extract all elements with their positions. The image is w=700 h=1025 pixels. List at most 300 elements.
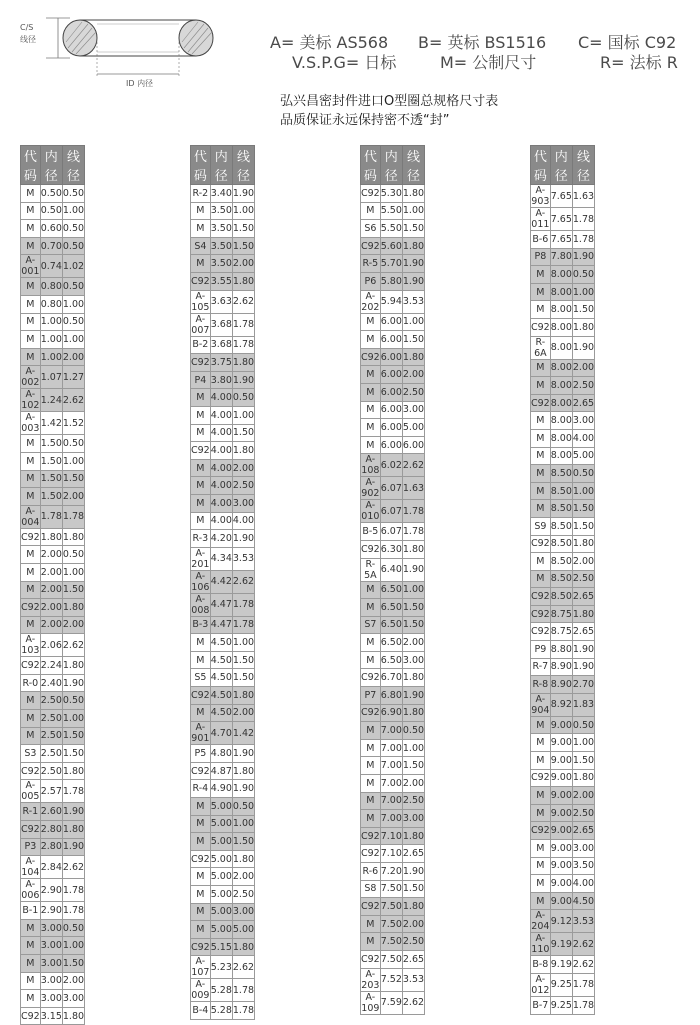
code-cell: M <box>361 599 381 617</box>
table-row <box>531 301 595 319</box>
code-cell: P9 <box>531 641 551 659</box>
code-cell: A-012 <box>531 973 550 996</box>
inner-diameter-cell: 3.55 <box>210 272 232 290</box>
cross-section-cell: 6.00 <box>402 436 424 454</box>
code-cell: R-2 <box>191 185 211 203</box>
id-label: ID 内径 <box>126 79 154 88</box>
cross-section-cell: 1.80 <box>62 821 84 839</box>
table-row <box>191 850 255 868</box>
table-row <box>191 185 255 203</box>
cross-section-cell: 1.80 <box>62 528 84 546</box>
code-cell: A-204 <box>531 910 550 933</box>
inner-diameter-cell: 3.00 <box>40 937 62 955</box>
table-row <box>361 616 425 634</box>
code-cell: M <box>21 202 41 220</box>
code-cell: C92 <box>531 318 551 336</box>
inner-diameter-cell: 5.60 <box>380 237 402 255</box>
table-row <box>191 593 255 616</box>
inner-diameter-cell: 3.40 <box>210 185 232 203</box>
table-row <box>21 838 85 856</box>
code-cell: C92 <box>361 950 381 968</box>
cross-section-cell: 1.50 <box>232 424 254 442</box>
code-cell: M <box>21 616 41 634</box>
inner-diameter-cell: 2.50 <box>40 710 62 728</box>
table-row <box>361 634 425 652</box>
code-cell: M <box>531 429 551 447</box>
code-cell: A-102 <box>21 389 40 412</box>
inner-diameter-cell: 8.00 <box>550 447 572 465</box>
code-cell: A-108 <box>361 454 380 477</box>
table-row <box>21 470 85 488</box>
cross-section-cell: 2.62 <box>62 856 84 879</box>
legend-japanese: V.S.P.G= 日标 <box>292 53 397 72</box>
code-cell: A-005 <box>21 780 40 803</box>
code-cell: P6 <box>361 272 381 290</box>
cross-section-cell: 4.50 <box>572 892 594 910</box>
cross-section-cell: 2.65 <box>572 623 594 641</box>
code-cell: B-2 <box>191 336 211 354</box>
table-row <box>361 331 425 349</box>
table-row <box>21 780 85 803</box>
inner-diameter-cell: 8.00 <box>550 283 572 301</box>
code-cell: M <box>531 447 551 465</box>
cross-section-cell: 1.80 <box>572 318 594 336</box>
cross-section-cell: 2.50 <box>232 477 254 495</box>
inner-diameter-cell: 6.00 <box>380 401 402 419</box>
table-row <box>21 237 85 255</box>
inner-diameter-cell: 8.00 <box>550 266 572 284</box>
inner-diameter-cell: 7.65 <box>550 185 572 208</box>
header-code: 代码 <box>531 146 551 185</box>
code-cell: M <box>531 412 551 430</box>
table-row <box>361 950 425 968</box>
cross-section-cell: 1.50 <box>402 331 424 349</box>
cross-section-cell: 1.50 <box>572 752 594 770</box>
table-row <box>21 185 85 203</box>
inner-diameter-cell: 1.24 <box>40 389 62 412</box>
table-row <box>361 687 425 705</box>
inner-diameter-cell: 6.50 <box>380 634 402 652</box>
code-cell: A-011 <box>531 208 550 230</box>
code-cell: C92 <box>361 669 381 687</box>
cross-section-cell: 3.00 <box>572 412 594 430</box>
code-cell: A-003 <box>21 412 40 435</box>
code-cell: C92 <box>21 599 41 617</box>
code-cell: C92 <box>361 348 381 366</box>
code-cell: A-105 <box>191 290 210 313</box>
cross-section-cell: 1.90 <box>402 558 424 581</box>
code-cell: M <box>361 651 381 669</box>
inner-diameter-cell: 3.68 <box>210 336 232 354</box>
code-cell: C92 <box>361 845 381 863</box>
inner-diameter-cell: 7.10 <box>380 845 402 863</box>
code-cell: A-007 <box>191 313 210 336</box>
code-cell: C92 <box>21 657 41 675</box>
cross-section-cell: 1.90 <box>62 803 84 821</box>
cross-section-cell: 1.00 <box>62 295 84 313</box>
inner-diameter-cell: 5.28 <box>210 1002 232 1020</box>
inner-diameter-cell: 4.90 <box>210 780 232 798</box>
inner-diameter-cell: 1.50 <box>40 435 62 453</box>
table-row <box>191 255 255 273</box>
code-cell: C92 <box>531 605 551 623</box>
inner-diameter-cell: 4.50 <box>210 669 232 687</box>
cross-section-cell: 3.00 <box>402 651 424 669</box>
cross-section-cell: 1.78 <box>62 505 84 528</box>
table-row <box>531 658 595 676</box>
inner-diameter-cell: 3.50 <box>210 202 232 220</box>
code-cell: M <box>531 716 551 734</box>
cross-section-cell: 0.50 <box>62 220 84 238</box>
table-row <box>191 762 255 780</box>
code-cell: P5 <box>191 745 211 763</box>
cross-section-cell: 0.50 <box>572 716 594 734</box>
table-row <box>361 558 425 581</box>
code-cell: B-6 <box>531 231 551 249</box>
inner-diameter-cell: 2.57 <box>40 780 62 803</box>
cross-section-cell: 1.78 <box>572 231 594 249</box>
cross-section-cell: 1.00 <box>572 734 594 752</box>
cross-section-cell: 2.50 <box>572 804 594 822</box>
code-cell: C92 <box>531 623 551 641</box>
code-cell: M <box>531 734 551 752</box>
cross-section-cell: 1.78 <box>62 902 84 920</box>
cross-section-cell: 0.50 <box>62 435 84 453</box>
inner-diameter-cell: 5.00 <box>210 868 232 886</box>
table-row <box>531 447 595 465</box>
cross-section-cell: 1.50 <box>402 616 424 634</box>
inner-diameter-cell: 8.50 <box>550 535 572 553</box>
code-cell: M <box>191 477 211 495</box>
cross-section-cell: 1.50 <box>572 500 594 518</box>
cross-section-cell: 1.00 <box>62 710 84 728</box>
inner-diameter-cell: 9.00 <box>550 857 572 875</box>
code-cell: M <box>191 886 211 904</box>
inner-diameter-cell: 8.50 <box>550 465 572 483</box>
header-cross-section: 线径 <box>62 146 84 185</box>
cross-section-cell: 0.50 <box>232 389 254 407</box>
header-code: 代码 <box>191 146 211 185</box>
inner-diameter-cell: 8.80 <box>550 641 572 659</box>
inner-diameter-cell: 9.12 <box>550 910 572 933</box>
table-row <box>531 248 595 266</box>
spec-table-4 <box>530 145 595 1015</box>
table-row <box>361 722 425 740</box>
code-cell: M <box>531 377 551 395</box>
inner-diameter-cell: 8.50 <box>550 553 572 571</box>
table-row <box>361 272 425 290</box>
inner-diameter-cell: 3.50 <box>210 255 232 273</box>
inner-diameter-cell: 3.00 <box>40 990 62 1008</box>
cross-section-cell: 1.80 <box>232 938 254 956</box>
code-cell: A-202 <box>361 290 380 313</box>
cross-section-cell: 3.00 <box>402 810 424 828</box>
header-code: 代码 <box>21 146 41 185</box>
cross-section-cell: 2.62 <box>572 933 594 956</box>
inner-diameter-cell: 2.60 <box>40 803 62 821</box>
table-row <box>21 546 85 564</box>
table-row <box>21 581 85 599</box>
cross-section-cell: 1.78 <box>572 973 594 996</box>
table-row <box>191 651 255 669</box>
inner-diameter-cell: 2.00 <box>40 546 62 564</box>
code-cell: C92 <box>21 762 41 780</box>
table-row <box>191 634 255 652</box>
cross-section-cell: 1.78 <box>232 1002 254 1020</box>
code-cell: C92 <box>191 850 211 868</box>
table-row <box>21 220 85 238</box>
cross-section-cell: 2.00 <box>232 255 254 273</box>
inner-diameter-cell: 6.00 <box>380 366 402 384</box>
table-row <box>531 465 595 483</box>
inner-diameter-cell: 5.00 <box>210 833 232 851</box>
legend-british: B= 英标 BS1516 <box>418 33 547 52</box>
inner-diameter-cell: 8.50 <box>550 500 572 518</box>
table-row <box>361 313 425 331</box>
code-cell: M <box>361 436 381 454</box>
code-cell: P7 <box>361 687 381 705</box>
inner-diameter-cell: 2.06 <box>40 634 62 657</box>
code-cell: A-903 <box>531 185 550 207</box>
inner-diameter-cell: 6.00 <box>380 383 402 401</box>
cross-section-cell: 1.78 <box>232 336 254 354</box>
table-row <box>21 902 85 920</box>
table-row <box>361 880 425 898</box>
table-row <box>21 674 85 692</box>
code-cell: A-902 <box>361 477 380 500</box>
table-row <box>21 972 85 990</box>
cross-section-cell: 2.00 <box>402 634 424 652</box>
table-row <box>191 798 255 816</box>
cross-section-cell: 3.00 <box>232 903 254 921</box>
table-row <box>361 523 425 541</box>
cross-section-cell: 1.90 <box>232 780 254 798</box>
code-cell: M <box>21 727 41 745</box>
table-row <box>361 220 425 238</box>
inner-diameter-cell: 4.00 <box>210 424 232 442</box>
cross-section-cell: 1.00 <box>232 202 254 220</box>
table-row <box>361 827 425 845</box>
table-row <box>21 762 85 780</box>
cross-section-cell: 1.00 <box>62 563 84 581</box>
code-cell: M <box>531 465 551 483</box>
cross-section-cell: 1.50 <box>62 470 84 488</box>
cross-section-cell: 1.00 <box>572 482 594 500</box>
code-cell: A-109 <box>361 991 380 1014</box>
cross-section-cell: 1.50 <box>402 757 424 775</box>
table-row <box>191 815 255 833</box>
table-row <box>531 535 595 553</box>
inner-diameter-cell: 5.30 <box>380 185 402 203</box>
cross-section-cell: 1.00 <box>232 815 254 833</box>
code-cell: M <box>531 500 551 518</box>
code-cell: M <box>361 933 381 951</box>
cross-section-cell: 3.53 <box>402 968 424 991</box>
code-cell: C92 <box>191 442 211 460</box>
inner-diameter-cell: 2.50 <box>40 692 62 710</box>
table-row <box>361 477 425 500</box>
code-cell: S3 <box>21 745 41 763</box>
table-row <box>21 657 85 675</box>
inner-diameter-cell: 4.70 <box>210 722 232 745</box>
inner-diameter-cell: 8.00 <box>550 394 572 412</box>
table-row <box>361 581 425 599</box>
cross-section-cell: 2.00 <box>402 775 424 793</box>
code-cell: A-107 <box>191 956 210 979</box>
cross-section-cell: 1.63 <box>572 185 594 208</box>
code-cell: C92 <box>361 898 381 916</box>
inner-diameter-cell: 6.07 <box>380 477 402 500</box>
code-cell: M <box>361 775 381 793</box>
header-inner-diameter: 内径 <box>40 146 62 185</box>
table-row <box>531 822 595 840</box>
inner-diameter-cell: 5.00 <box>210 886 232 904</box>
code-cell: C92 <box>21 1007 41 1025</box>
code-cell: M <box>191 406 211 424</box>
inner-diameter-cell: 5.50 <box>380 220 402 238</box>
table-row <box>191 354 255 372</box>
table-row <box>531 676 595 694</box>
table-row <box>191 313 255 336</box>
table-row <box>21 821 85 839</box>
inner-diameter-cell: 4.00 <box>210 389 232 407</box>
inner-diameter-cell: 6.02 <box>380 454 402 477</box>
inner-diameter-cell: 2.50 <box>40 745 62 763</box>
cross-section-cell: 2.62 <box>572 956 594 974</box>
table-row <box>361 599 425 617</box>
table-row <box>191 290 255 313</box>
code-cell: M <box>361 313 381 331</box>
header-cross-section: 线径 <box>232 146 254 185</box>
cross-section-cell: 1.90 <box>572 658 594 676</box>
code-cell: A-901 <box>191 722 210 745</box>
inner-diameter-cell: 0.60 <box>40 220 62 238</box>
table-row <box>361 863 425 881</box>
code-cell: M <box>191 868 211 886</box>
inner-diameter-cell: 0.50 <box>40 185 62 203</box>
cross-section-cell: 1.80 <box>402 540 424 558</box>
table-row <box>191 389 255 407</box>
inner-diameter-cell: 3.68 <box>210 313 232 336</box>
inner-diameter-cell: 6.50 <box>380 651 402 669</box>
cross-section-cell: 1.78 <box>232 979 254 1002</box>
cross-section-cell: 1.90 <box>572 248 594 266</box>
header-inner-diameter: 内径 <box>210 146 232 185</box>
cross-section-cell: 1.78 <box>402 500 424 523</box>
inner-diameter-cell: 4.50 <box>210 651 232 669</box>
table-row <box>21 528 85 546</box>
cross-section-cell: 1.80 <box>232 442 254 460</box>
table-row <box>361 915 425 933</box>
inner-diameter-cell: 5.00 <box>210 850 232 868</box>
code-cell: S5 <box>191 669 211 687</box>
table-row <box>191 272 255 290</box>
cross-section-cell: 0.50 <box>62 278 84 296</box>
inner-diameter-cell: 2.24 <box>40 657 62 675</box>
code-cell: R-6 <box>361 863 381 881</box>
inner-diameter-cell: 9.19 <box>550 956 572 974</box>
inner-diameter-cell: 6.30 <box>380 540 402 558</box>
code-cell: M <box>531 840 551 858</box>
code-cell: M <box>361 722 381 740</box>
code-cell: R-8 <box>531 676 551 694</box>
note-slogan: 品质保证永远保持密不透“封” <box>280 113 450 128</box>
code-cell: M <box>21 710 41 728</box>
table-row <box>531 429 595 447</box>
code-cell: C92 <box>531 394 551 412</box>
table-row <box>21 348 85 366</box>
table-row <box>531 752 595 770</box>
inner-diameter-cell: 7.00 <box>380 739 402 757</box>
code-cell: C92 <box>531 535 551 553</box>
code-cell: C92 <box>21 821 41 839</box>
code-cell: M <box>361 915 381 933</box>
table-row <box>191 442 255 460</box>
cross-section-cell: 1.80 <box>402 827 424 845</box>
table-row <box>191 938 255 956</box>
cross-section-cell: 1.00 <box>232 634 254 652</box>
inner-diameter-cell: 8.50 <box>550 570 572 588</box>
cross-section-cell: 1.50 <box>572 301 594 319</box>
table-row <box>531 570 595 588</box>
table-row <box>531 641 595 659</box>
inner-diameter-cell: 4.42 <box>210 570 232 593</box>
table-row <box>531 336 595 359</box>
table-row <box>191 979 255 1002</box>
cross-section-cell: 1.80 <box>232 687 254 705</box>
cross-section-cell: 2.62 <box>62 389 84 412</box>
inner-diameter-cell: 6.00 <box>380 313 402 331</box>
cross-section-cell: 1.78 <box>232 616 254 634</box>
cross-section-cell: 3.00 <box>572 840 594 858</box>
cross-section-cell: 1.80 <box>402 898 424 916</box>
standards-legend <box>270 30 690 70</box>
cross-section-cell: 1.90 <box>232 530 254 548</box>
code-cell: A-904 <box>531 693 550 716</box>
inner-diameter-cell: 9.00 <box>550 787 572 805</box>
code-cell: C92 <box>531 822 551 840</box>
code-cell: C92 <box>191 938 211 956</box>
inner-diameter-cell: 1.00 <box>40 348 62 366</box>
inner-diameter-cell: 2.00 <box>40 563 62 581</box>
table-row <box>191 547 255 570</box>
code-cell: B-7 <box>531 996 551 1014</box>
inner-diameter-cell: 3.00 <box>40 919 62 937</box>
inner-diameter-cell: 9.19 <box>550 933 572 956</box>
code-cell: M <box>21 990 41 1008</box>
inner-diameter-cell: 0.80 <box>40 278 62 296</box>
code-cell: B-3 <box>191 616 211 634</box>
code-cell: A-001 <box>21 255 40 278</box>
cross-section-cell: 1.80 <box>402 704 424 722</box>
table-row <box>361 436 425 454</box>
code-cell: A-010 <box>361 500 380 523</box>
code-cell: M <box>531 482 551 500</box>
table-row <box>531 892 595 910</box>
cross-section-cell: 1.50 <box>62 745 84 763</box>
table-row <box>531 734 595 752</box>
spec-table-1 <box>20 145 85 1025</box>
code-cell: A-104 <box>21 856 40 879</box>
table-row <box>531 840 595 858</box>
cross-section-cell: 3.50 <box>572 857 594 875</box>
code-cell: M <box>531 266 551 284</box>
cross-section-cell: 3.00 <box>402 401 424 419</box>
code-cell: S4 <box>191 237 211 255</box>
right-cross-section <box>179 20 213 56</box>
inner-diameter-cell: 6.90 <box>380 704 402 722</box>
cross-section-cell: 1.90 <box>402 687 424 705</box>
